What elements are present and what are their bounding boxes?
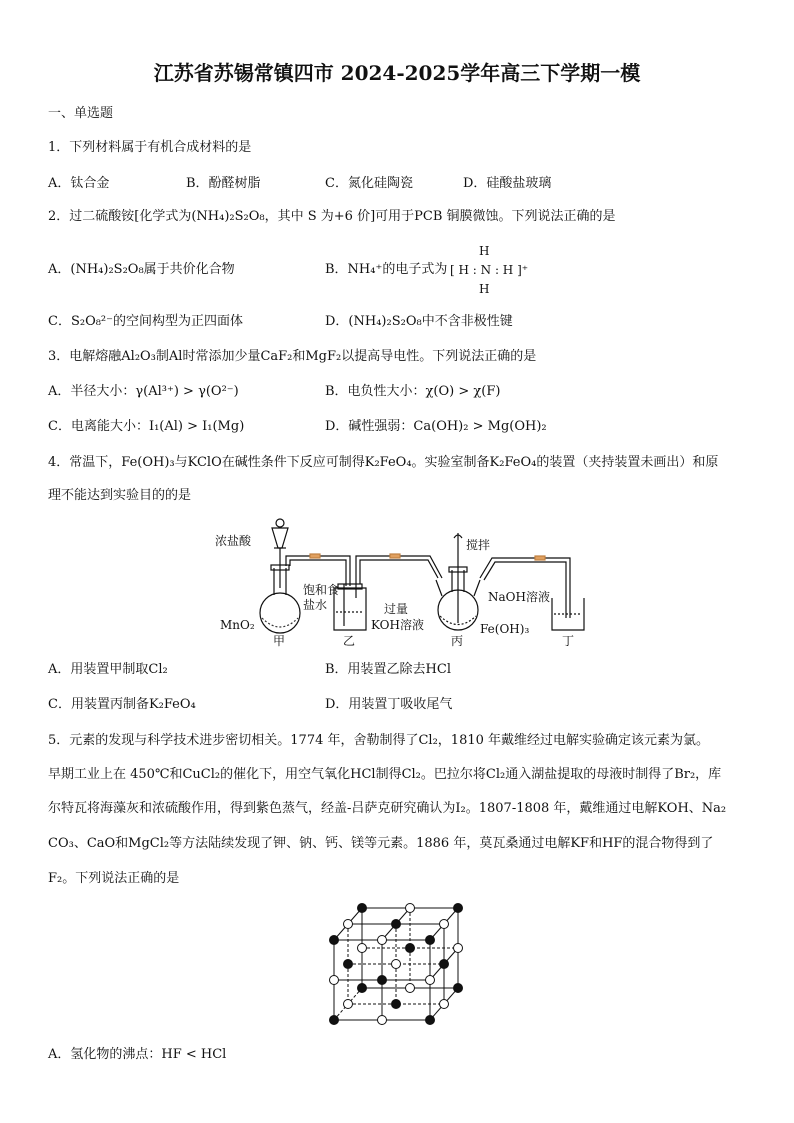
question-4-stem-line1: 4．常温下，Fe(OH)₃与KClO在碱性条件下反应可制得K₂FeO₄。实验室制备K₂FeO₄的装置（夹持装置未画出）和原 <box>48 455 719 470</box>
question-1-stem: 1．下列材料属于有机合成材料的是 <box>48 140 252 155</box>
label-naoh: NaOH溶液 <box>488 590 550 604</box>
question-3-option-b: B．电负性大小：χ(O) > χ(F) <box>325 384 501 399</box>
question-2-option-b: B．NH₄⁺的电子式为 <box>325 262 448 277</box>
label-excess: 过量 <box>384 602 409 616</box>
question-5-line1: 5．元素的发现与科学技术进步密切相关。1774 年，舍勒制得了Cl₂，1810 年戴维经过电解实验确定该元素为氯。 <box>48 733 710 748</box>
section-heading: 一、单选题 <box>48 106 114 121</box>
label-koh: KOH溶液 <box>371 618 424 632</box>
label-sat-nacl-2: 盐水 <box>303 598 328 612</box>
label-mno2: MnO₂ <box>220 618 255 632</box>
question-3-stem: 3．电解熔融Al₂O₃制Al时常添加少量CaF₂和MgF₂以提高导电性。下列说法正确的是 <box>48 349 537 364</box>
question-4-option-a: A．用装置甲制取Cl₂ <box>48 662 168 677</box>
beaker-ding <box>552 598 584 630</box>
label-ding: 丁 <box>562 634 575 648</box>
label-stir: 搅拌 <box>466 538 491 552</box>
page-title: 江苏省苏锡常镇四市 2024-2025学年高三下学期一模 <box>153 61 641 85</box>
question-4-stem-line2: 理不能达到实验目的的是 <box>48 488 192 503</box>
label-bing: 丙 <box>451 634 464 648</box>
label-sat-nacl: 饱和食 <box>303 583 340 597</box>
question-1-option-a: A．钛合金 <box>48 176 110 191</box>
label-yi: 乙 <box>343 634 356 648</box>
question-2-stem: 2．过二硫酸铵[化学式为(NH₄)₂S₂O₈，其中 S 为+6 价]可用于PCB 铜膜微蚀。下列说法正确的是 <box>48 209 616 224</box>
question-5-line5: F₂。下列说法正确的是 <box>48 871 180 886</box>
question-5-line3: 尔特瓦将海藻灰和浓硫酸作用，得到紫色蒸气，经盖-吕萨克研究确认为I₂。1807-1808 年，戴维通过电解KOH、Na₂ <box>48 801 727 816</box>
question-5-line2: 早期工业上在 450℃和CuCl₂的催化下，用空气氧化HCl制得Cl₂。巴拉尔将Cl₂通入湖盐提取的母液时制得了Br₂，库 <box>48 767 722 782</box>
question-5-option-a: A．氢化物的沸点：HF < HCl <box>48 1047 227 1062</box>
question-3-option-a: A．半径大小：γ(Al³⁺) > γ(O²⁻) <box>48 384 239 399</box>
question-3-option-d: D．碱性强弱：Ca(OH)₂ > Mg(OH)₂ <box>325 419 547 434</box>
question-1-option-b: B．酚醛树脂 <box>186 176 261 191</box>
question-1-option-c: C．氮化硅陶瓷 <box>325 176 413 191</box>
question-4-option-d: D．用装置丁吸收尾气 <box>325 697 453 712</box>
electron-formula: [ H : N : H ]⁺ <box>450 263 529 277</box>
question-3-option-c: C．电离能大小：I₁(Al) > I₁(Mg) <box>48 419 245 434</box>
label-conc-hcl: 浓盐酸 <box>215 534 252 548</box>
question-2-option-a: A．(NH₄)₂S₂O₈属于共价化合物 <box>48 262 235 277</box>
question-2-option-c: C．S₂O₈²⁻的空间构型为正四面体 <box>48 314 244 329</box>
label-feoh3: Fe(OH)₃ <box>480 622 530 636</box>
electron-formula-bottom-h: H <box>479 282 490 296</box>
question-5-line4: CO₃、CaO和MgCl₂等方法陆续发现了钾、钠、钙、镁等元素。1886 年，莫瓦桑通过电解KF和HF的混合物得到了 <box>48 836 714 851</box>
question-4-option-b: B．用装置乙除去HCl <box>325 662 451 677</box>
question-2-option-d: D．(NH₄)₂S₂O₈中不含非极性键 <box>325 314 513 329</box>
apparatus-diagram <box>210 518 600 658</box>
crystal-lattice-diagram <box>322 900 470 1030</box>
question-1-option-d: D．硅酸盐玻璃 <box>463 176 552 191</box>
electron-formula-top-h: H <box>479 244 490 258</box>
question-4-option-c: C．用装置丙制备K₂FeO₄ <box>48 697 196 712</box>
label-jia: 甲 <box>273 634 286 648</box>
